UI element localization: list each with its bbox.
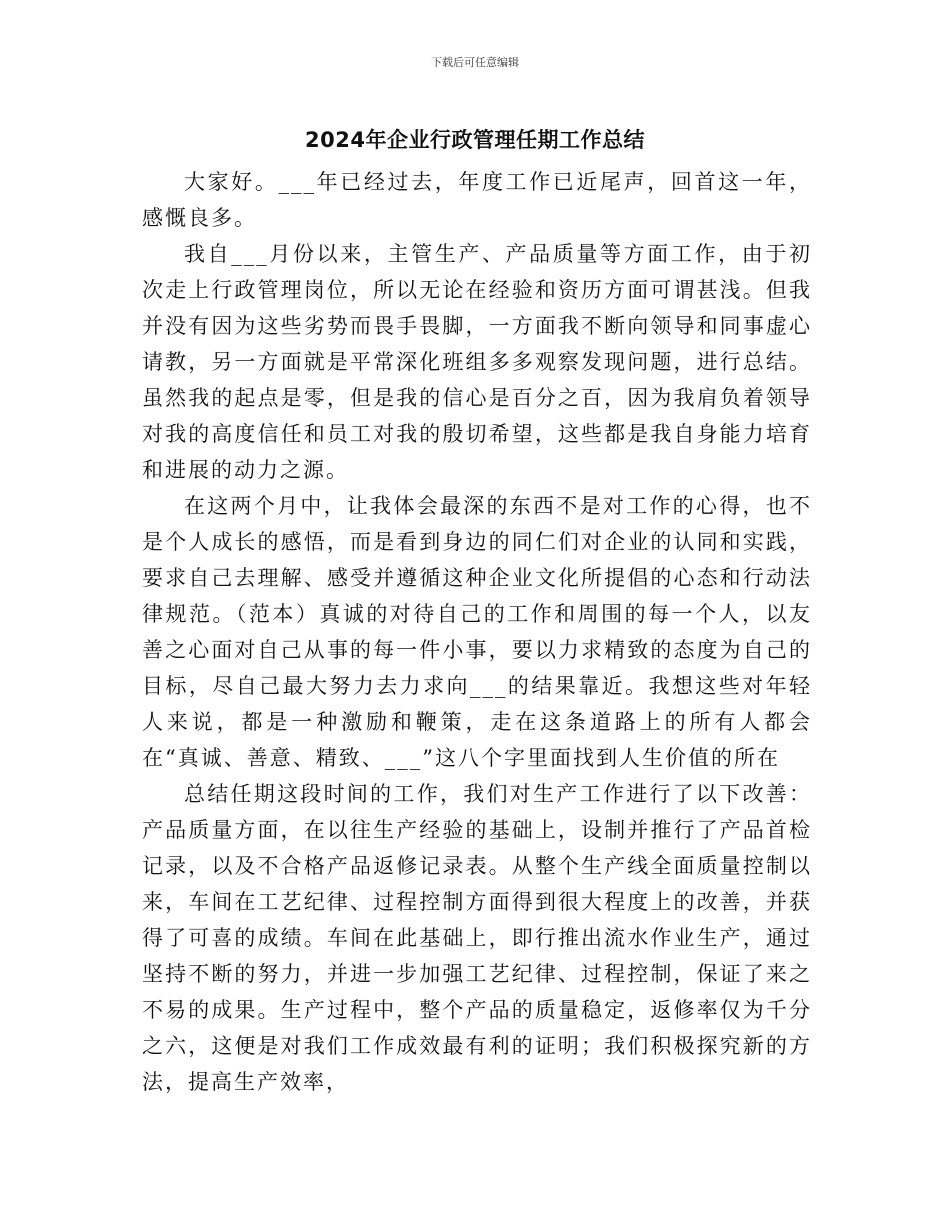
paragraph-role-intro: 我自___月份以来，主管生产、产品质量等方面工作，由于初次走上行政管理岗位，所以无论在经验和资历方面可谓甚浅。但我并没有因为这些劣势而畏手畏脚，一方面我不断向领导和同事虚心请教，另一方面就是平常深化班组多多观察发现问题，进行总结。虽然我的起点是零，但是我的信心是百分之百，因为我肩负着领导对我的高度信任和员工对我的殷切希望，这些都是我自身能力培育和进展的动力之源。 [142, 242, 812, 482]
paragraph-greeting: 大家好。___年已经过去，年度工作已近尾声，回首这一年，感慨良多。 [142, 170, 812, 230]
paragraph-improvements: 总结任期这段时间的工作，我们对生产工作进行了以下改善：产品质量方面，在以往生产经验的基础上，设制并推行了产品首检记录，以及不合格产品返修记录表。从整个生产线全面质量控制以来，车间在工艺纪律、过程控制方面得到很大程度上的改善，并获得了可喜的成绩。车间在此基础上，即行推出流水作业生产，通过坚持不断的努力，并进一步加强工艺纪律、过程控制，保证了来之不易的成果。生产过程中，整个产品的质量稳定，返修率仅为千分之六，这便是对我们工作成效最有利的证明；我们积极探究新的方法，提高生产效率， [142, 782, 812, 1094]
document-body [142, 164, 812, 1100]
paragraph-culture: 在这两个月中，让我体会最深的东西不是对工作的心得，也不是个人成长的感悟，而是看到身边的同仁们对企业的认同和实践，要求自己去理解、感受并遵循这种企业文化所提倡的心态和行动法律规范。（范本）真诚的对待自己的工作和周围的每一个人，以友善之心面对自己从事的每一件小事，要以力求精致的态度为自己的目标，尽自己最大努力去力求向___的结果靠近。我想这些对年轻人来说，都是一种激励和鞭策，走在这条道路上的所有人都会在“真诚、善意、精致、___”这八个字里面找到人生价值的所在 [142, 494, 812, 770]
document-title: 2024年企业行政管理任期工作总结 [305, 128, 645, 152]
header-note: 下载后可任意编辑 [431, 56, 519, 69]
